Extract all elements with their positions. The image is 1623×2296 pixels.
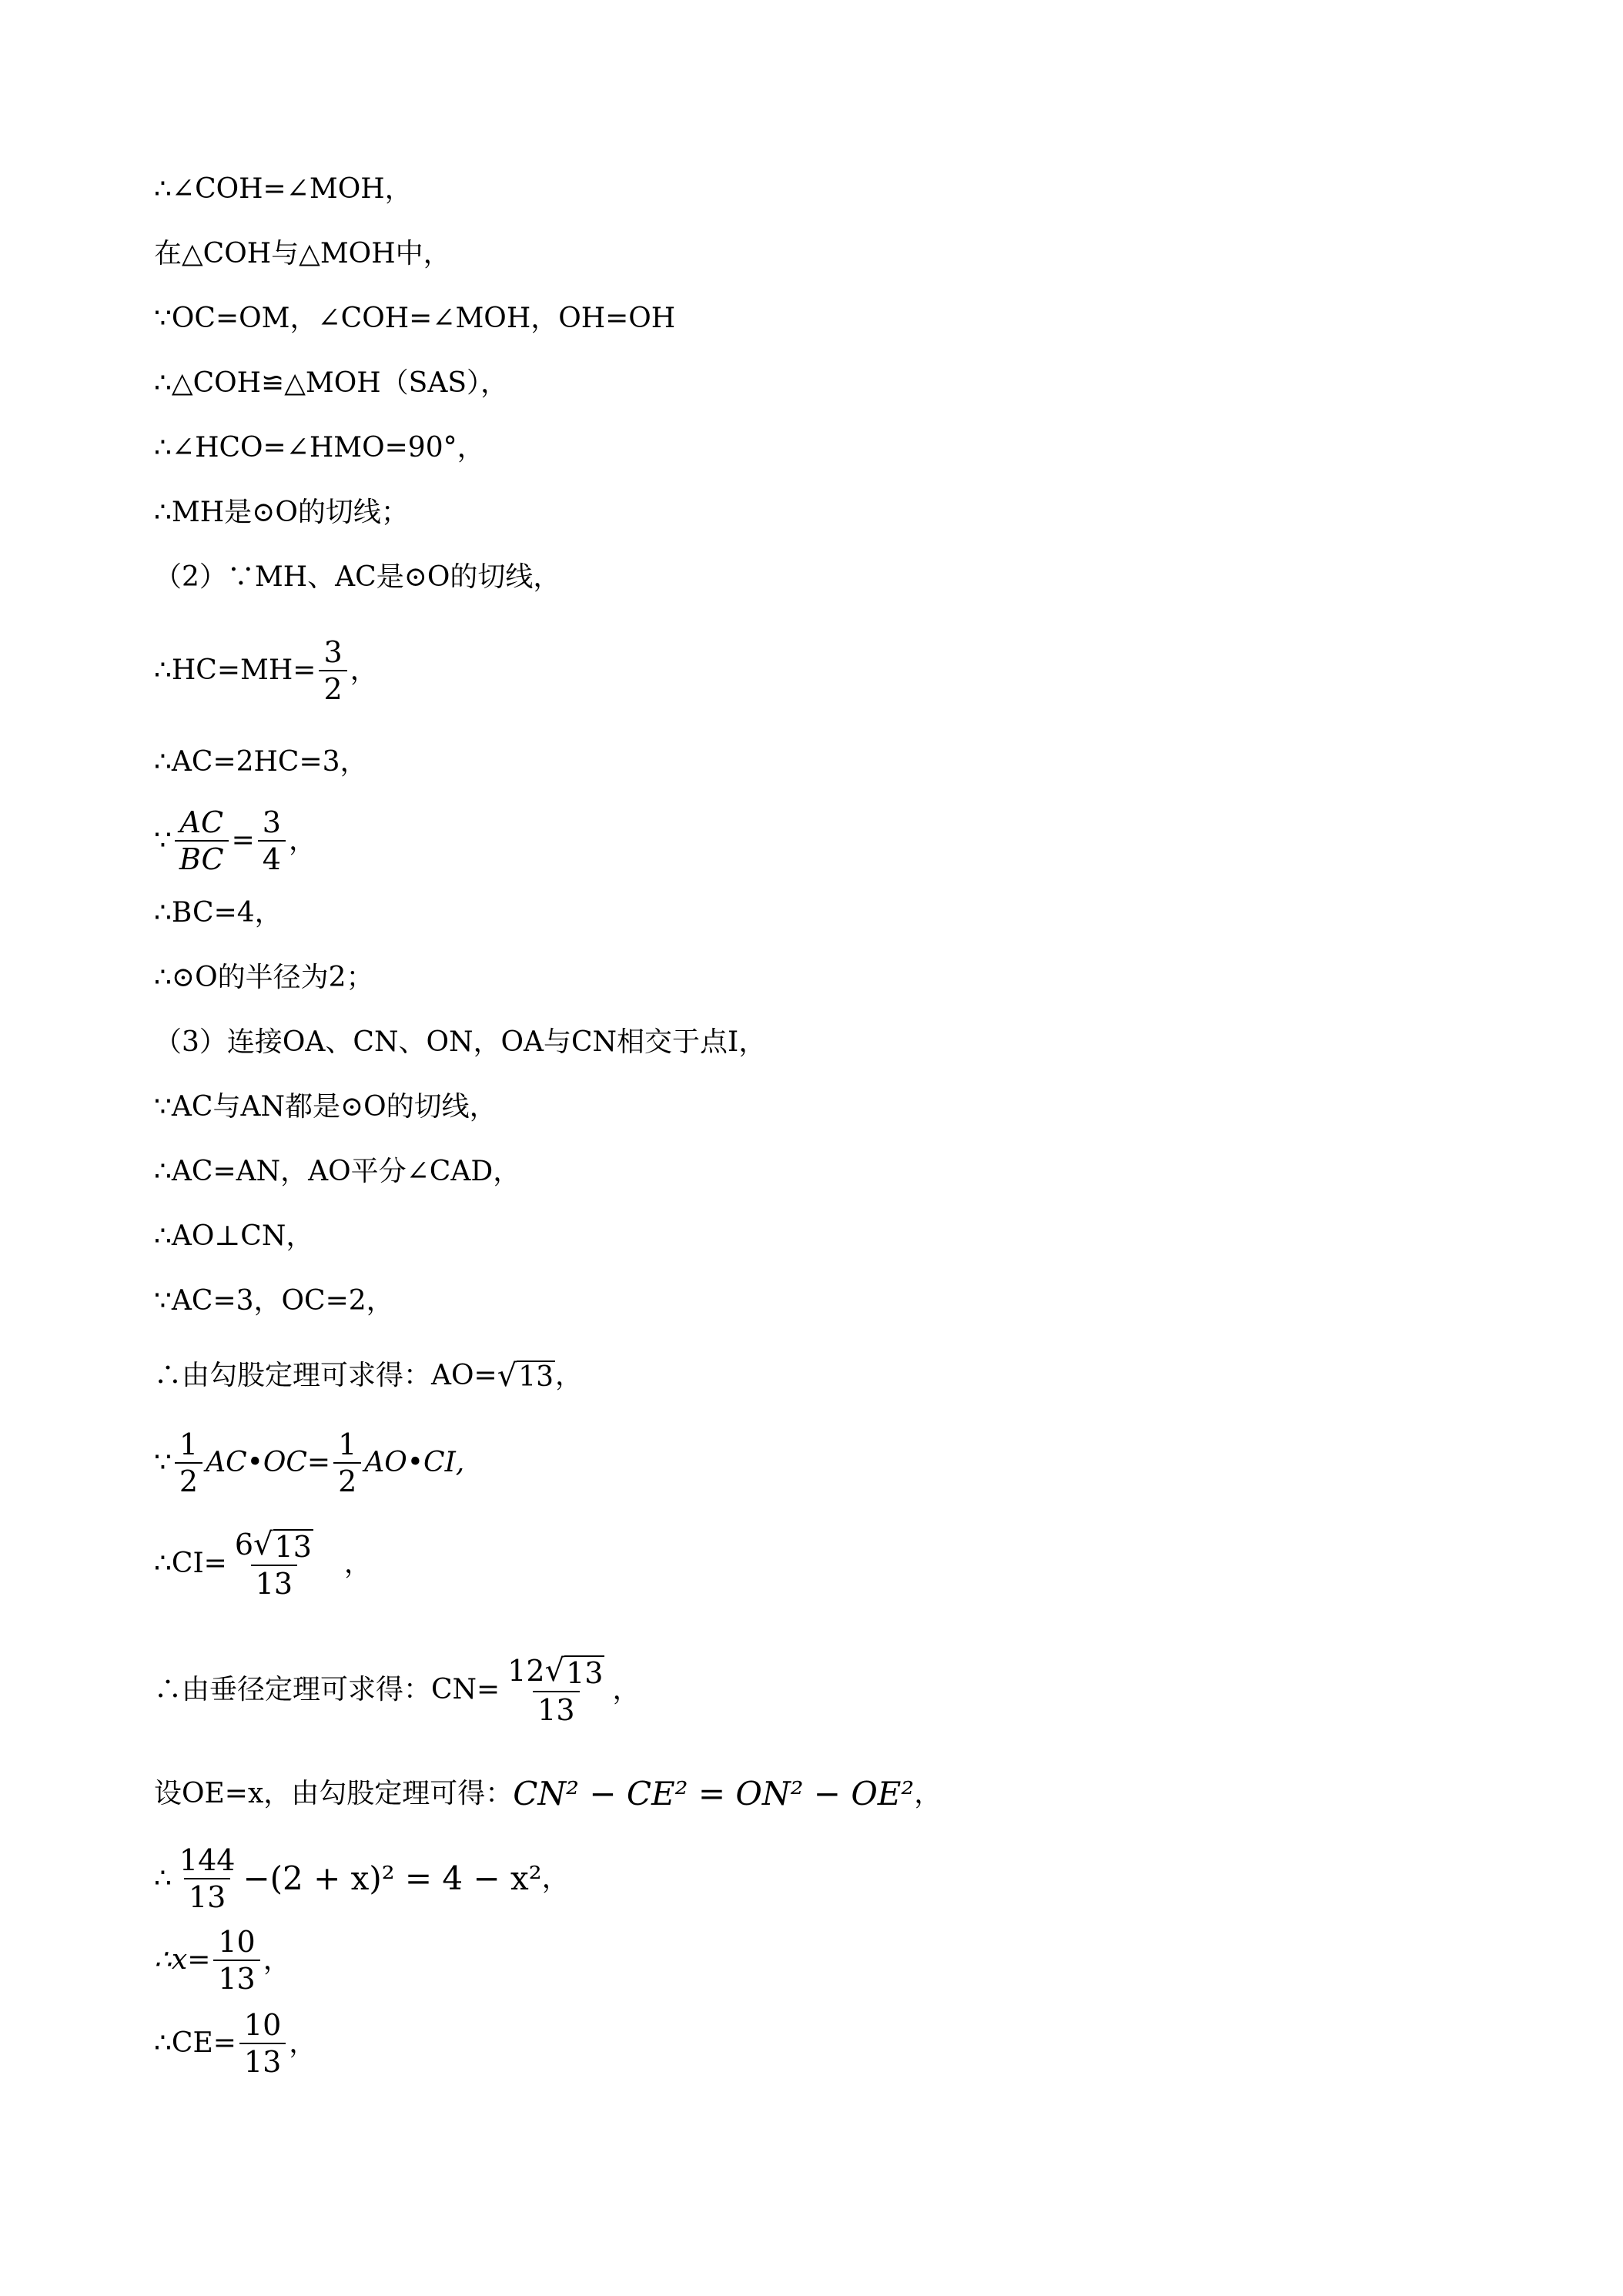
proof-line-5: ∴∠HCO=∠HMO=90°，: [154, 432, 485, 464]
ao-line: ∴由勾股定理可求得：AO= √ 13 ，: [154, 1358, 584, 1394]
proof-line-2: 在△COH与△MOH中，: [154, 238, 451, 269]
ratio-line: ∵ $\frac{AC}{BC}$ = $\frac{3}{4}$ ，: [154, 805, 316, 876]
ci-line: ∴CI= 6 √ 13 13 ，: [154, 1527, 372, 1601]
fraction-three-halves: $\frac{3}{2}$: [319, 638, 346, 704]
pythag-line: 设OE=x，由勾股定理可得： CN² − CE² = ON² − OE² ，: [154, 1775, 942, 1812]
fraction-half-2: $\frac{1}{2}$: [333, 1430, 361, 1496]
sqrt-13: √ 13: [253, 1527, 312, 1564]
proof-line-4: ∴△COH≌△MOH（SAS），: [154, 367, 508, 399]
bisector-line: ∴AC=AN，AO平分∠CAD，: [154, 1156, 521, 1187]
fraction-ac-bc: $\frac{AC}{BC}$: [175, 808, 229, 874]
fraction-10-13: $\frac{10}{13}$: [213, 1927, 259, 1993]
part2-heading: （2）∵MH、AC是⊙O的切线，: [154, 561, 561, 593]
x-line: ∴x= $\frac{10}{13}$ ，: [154, 1925, 291, 1996]
cn-line: ∴由垂径定理可求得：CN= 12 √ 13 13 ，: [154, 1653, 641, 1727]
ac-line: ∴AC=2HC=3，: [154, 746, 368, 778]
fraction-cn: 12 √ 13 13: [507, 1653, 604, 1727]
fraction-three-quarters: $\frac{3}{4}$: [258, 808, 286, 874]
proof-line-6: ∴MH是⊙O的切线；: [154, 497, 409, 528]
ce-line: ∴CE= $\frac{10}{13}$ ，: [154, 2008, 317, 2079]
sqrt-13: √ 13: [497, 1358, 554, 1394]
equation-line: ∴ $\frac{144}{13}$ −(2 + x)² = 4 − x² ，: [154, 1843, 570, 1914]
hc-mh-line: ∴HC=MH= $\frac{3}{2}$ ，: [154, 635, 378, 706]
area-line: ∵ $\frac{1}{2}$ AC•OC= $\frac{1}{2}$ AO•CI,: [154, 1427, 465, 1498]
proof-line-3: ∵OC=OM，∠COH=∠MOH，OH=OH: [154, 303, 676, 334]
fraction-ci: 6 √ 13 13: [234, 1527, 312, 1601]
fraction-half-1: $\frac{1}{2}$: [175, 1430, 202, 1496]
part3-heading: （3）连接OA、CN、ON，OA与CN相交于点I，: [154, 1026, 767, 1058]
fraction-ce: $\frac{10}{13}$: [239, 2010, 286, 2077]
perpendicular-line: ∴AO⊥CN，: [154, 1220, 314, 1252]
radius-line: ∴⊙O的半径为2；: [154, 962, 374, 993]
tangent-line: ∵AC与AN都是⊙O的切线，: [154, 1091, 497, 1123]
fraction-144-13: $\frac{144}{13}$: [179, 1843, 236, 1914]
bc-line: ∴BC=4，: [154, 897, 283, 929]
sqrt-13: √ 13: [544, 1653, 604, 1690]
given-line: ∵AC=3，OC=2，: [154, 1285, 394, 1317]
proof-line-1: ∴∠COH=∠MOH，: [154, 173, 413, 205]
